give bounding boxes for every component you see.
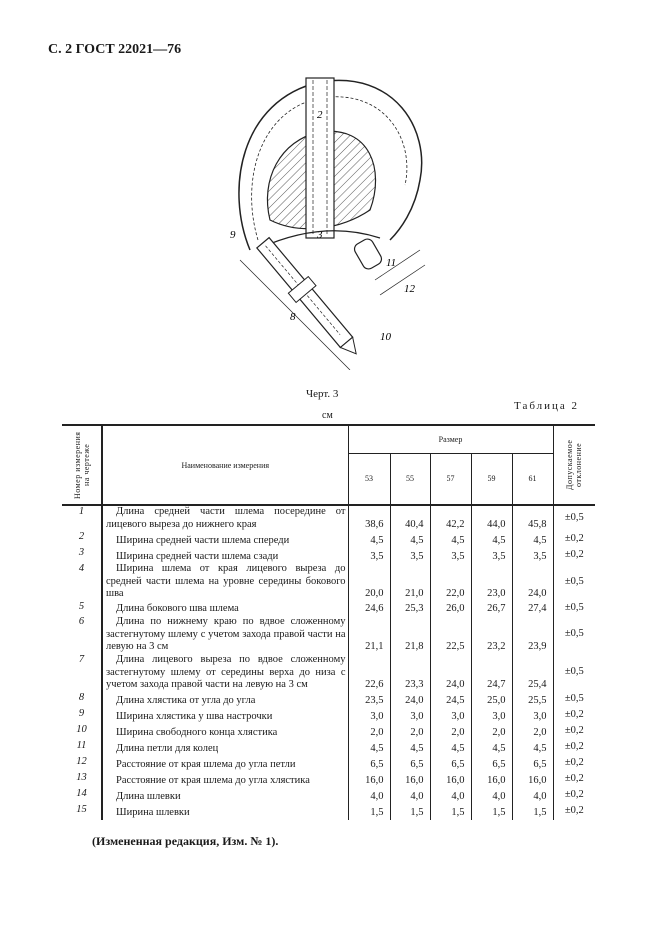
- row-value: 4,5: [512, 740, 553, 756]
- row-value: 1,5: [348, 804, 390, 820]
- header-size-group: Размер: [348, 425, 553, 453]
- row-number: 10: [62, 724, 102, 740]
- row-value: 2,0: [348, 724, 390, 740]
- header-name: Наименование измерения: [102, 425, 348, 505]
- row-value: 3,5: [512, 547, 553, 563]
- table-row: [62, 505, 595, 531]
- table-row: [62, 740, 595, 756]
- row-value: 21,0: [390, 563, 430, 601]
- dim-label-2: 2: [317, 109, 323, 121]
- row-value: 26,0: [430, 601, 471, 616]
- measurements-table: [62, 424, 595, 820]
- helmet-drawing: [220, 70, 440, 370]
- row-value: 6,5: [390, 756, 430, 772]
- row-number: 13: [62, 772, 102, 788]
- row-value: 22,5: [430, 616, 471, 654]
- row-value: 40,4: [390, 505, 430, 531]
- row-value: 3,5: [430, 547, 471, 563]
- row-number: 11: [62, 740, 102, 756]
- row-name: Длина лицевого выреза по вдвое сложенному застегнутому шлему от середины верха до низа с учетом захода правой части на левую на 3 см: [102, 654, 348, 692]
- row-value: 23,3: [390, 654, 430, 692]
- row-tolerance: ±0,2: [553, 531, 595, 547]
- row-tolerance: ±0,5: [553, 692, 595, 708]
- row-name: Ширина средней части шлема спереди: [102, 531, 348, 547]
- row-value: 26,7: [471, 601, 512, 616]
- dim-label-9: 9: [230, 229, 236, 241]
- table-row: [62, 788, 595, 804]
- row-value: 4,5: [348, 531, 390, 547]
- row-number: 6: [62, 616, 102, 654]
- header-size: 61: [512, 453, 553, 505]
- row-value: 1,5: [390, 804, 430, 820]
- row-tolerance: ±0,5: [553, 505, 595, 531]
- table-row: [62, 772, 595, 788]
- row-name: Расстояние от края шлема до угла хлястика: [102, 772, 348, 788]
- table-row: [62, 563, 595, 601]
- row-value: 3,0: [390, 708, 430, 724]
- row-name: Ширина свободного конца хлястика: [102, 724, 348, 740]
- row-value: 24,0: [512, 563, 553, 601]
- row-value: 16,0: [430, 772, 471, 788]
- row-value: 24,7: [471, 654, 512, 692]
- row-value: 2,0: [430, 724, 471, 740]
- row-value: 6,5: [430, 756, 471, 772]
- amendment-note: (Измененная редакция, Изм. № 1).: [92, 833, 279, 848]
- row-name: Длина хлястика от угла до угла: [102, 692, 348, 708]
- figure-caption: Черт. 3: [306, 388, 339, 400]
- row-tolerance: ±0,5: [553, 616, 595, 654]
- row-number: 14: [62, 788, 102, 804]
- row-value: 4,5: [471, 740, 512, 756]
- row-tolerance: ±0,2: [553, 756, 595, 772]
- row-value: 24,0: [390, 692, 430, 708]
- row-tolerance: ±0,2: [553, 772, 595, 788]
- row-name: Длина бокового шва шлема: [102, 601, 348, 616]
- header-size: 57: [430, 453, 471, 505]
- row-value: 16,0: [390, 772, 430, 788]
- table-row: [62, 601, 595, 616]
- row-tolerance: ±0,2: [553, 708, 595, 724]
- header-size: 53: [348, 453, 390, 505]
- row-number: 3: [62, 547, 102, 563]
- row-number: 7: [62, 654, 102, 692]
- row-value: 4,0: [348, 788, 390, 804]
- row-value: 23,0: [471, 563, 512, 601]
- row-name: Длина петли для колец: [102, 740, 348, 756]
- row-value: 45,8: [512, 505, 553, 531]
- table-row: [62, 531, 595, 547]
- row-value: 22,0: [430, 563, 471, 601]
- row-value: 2,0: [390, 724, 430, 740]
- table-row: [62, 616, 595, 654]
- row-value: 6,5: [512, 756, 553, 772]
- table-row: [62, 708, 595, 724]
- row-value: 3,0: [348, 708, 390, 724]
- row-value: 4,0: [390, 788, 430, 804]
- row-value: 4,5: [512, 531, 553, 547]
- row-number: 5: [62, 601, 102, 616]
- row-value: 3,5: [348, 547, 390, 563]
- row-value: 1,5: [512, 804, 553, 820]
- row-name: Расстояние от края шлема до угла петли: [102, 756, 348, 772]
- row-name: Ширина шлема от края лицевого выреза до средней части шлема на уровне середины бокового шва: [102, 563, 348, 601]
- row-value: 4,5: [430, 740, 471, 756]
- row-value: 4,0: [512, 788, 553, 804]
- row-value: 23,5: [348, 692, 390, 708]
- row-value: 3,0: [512, 708, 553, 724]
- row-name: Ширина средней части шлема сзади: [102, 547, 348, 563]
- row-number: 8: [62, 692, 102, 708]
- page-header: С. 2 ГОСТ 22021—76: [48, 42, 182, 57]
- row-value: 20,0: [348, 563, 390, 601]
- row-value: 24,6: [348, 601, 390, 616]
- row-number: 12: [62, 756, 102, 772]
- row-value: 44,0: [471, 505, 512, 531]
- row-value: 24,5: [430, 692, 471, 708]
- row-name: Длина по нижнему краю по вдвое сложенному застегнутому шлему с учетом захода правой части на левую на 3 см: [102, 616, 348, 654]
- row-value: 25,4: [512, 654, 553, 692]
- row-value: 3,0: [471, 708, 512, 724]
- row-tolerance: ±0,5: [553, 563, 595, 601]
- row-tolerance: ±0,2: [553, 788, 595, 804]
- row-value: 25,5: [512, 692, 553, 708]
- table-title: Таблица 2: [514, 400, 580, 412]
- row-value: 4,5: [430, 531, 471, 547]
- table-row: [62, 804, 595, 820]
- row-number: 9: [62, 708, 102, 724]
- row-name: Длина средней части шлема посередине от лицевого выреза до нижнего края: [102, 505, 348, 531]
- row-number: 1: [62, 505, 102, 531]
- row-tolerance: ±0,5: [553, 601, 595, 616]
- row-value: 16,0: [348, 772, 390, 788]
- header-size: 59: [471, 453, 512, 505]
- table-section: [62, 424, 595, 849]
- row-number: 15: [62, 804, 102, 820]
- row-tolerance: ±0,2: [553, 547, 595, 563]
- row-value: 2,0: [471, 724, 512, 740]
- dim-label-3: 3: [317, 229, 323, 241]
- table-row: [62, 756, 595, 772]
- row-value: 4,5: [390, 531, 430, 547]
- row-value: 16,0: [512, 772, 553, 788]
- table-unit: см: [322, 410, 333, 421]
- table-row: [62, 692, 595, 708]
- row-value: 6,5: [348, 756, 390, 772]
- row-value: 23,9: [512, 616, 553, 654]
- row-name: Длина шлевки: [102, 788, 348, 804]
- row-value: 38,6: [348, 505, 390, 531]
- row-value: 4,5: [348, 740, 390, 756]
- row-value: 22,6: [348, 654, 390, 692]
- row-value: 23,2: [471, 616, 512, 654]
- row-value: 3,5: [471, 547, 512, 563]
- row-value: 16,0: [471, 772, 512, 788]
- row-value: 25,0: [471, 692, 512, 708]
- row-number: 4: [62, 563, 102, 601]
- dim-label-12: 12: [404, 283, 415, 295]
- row-name: Ширина хлястика у шва настрочки: [102, 708, 348, 724]
- dim-label-8: 8: [290, 311, 296, 323]
- row-number: 2: [62, 531, 102, 547]
- row-tolerance: ±0,2: [553, 740, 595, 756]
- row-value: 21,1: [348, 616, 390, 654]
- row-value: 4,0: [471, 788, 512, 804]
- row-value: 24,0: [430, 654, 471, 692]
- table-row: [62, 724, 595, 740]
- row-tolerance: ±0,2: [553, 724, 595, 740]
- row-value: 3,0: [430, 708, 471, 724]
- row-value: 4,0: [430, 788, 471, 804]
- row-tolerance: ±0,5: [553, 654, 595, 692]
- table-row: [62, 654, 595, 692]
- row-value: 21,8: [390, 616, 430, 654]
- header-number: Номер измерения на чертеже: [72, 431, 91, 499]
- row-value: 27,4: [512, 601, 553, 616]
- row-value: 4,5: [390, 740, 430, 756]
- row-value: 1,5: [430, 804, 471, 820]
- row-value: 42,2: [430, 505, 471, 531]
- table-row: [62, 547, 595, 563]
- row-value: 2,0: [512, 724, 553, 740]
- row-value: 3,5: [390, 547, 430, 563]
- header-tolerance: Допускаемое отклонение: [565, 439, 584, 491]
- row-value: 6,5: [471, 756, 512, 772]
- row-value: 25,3: [390, 601, 430, 616]
- row-value: 1,5: [471, 804, 512, 820]
- header-size: 55: [390, 453, 430, 505]
- row-tolerance: ±0,2: [553, 804, 595, 820]
- dim-label-10: 10: [380, 331, 391, 343]
- row-name: Ширина шлевки: [102, 804, 348, 820]
- dim-label-11: 11: [386, 257, 397, 269]
- row-value: 4,5: [471, 531, 512, 547]
